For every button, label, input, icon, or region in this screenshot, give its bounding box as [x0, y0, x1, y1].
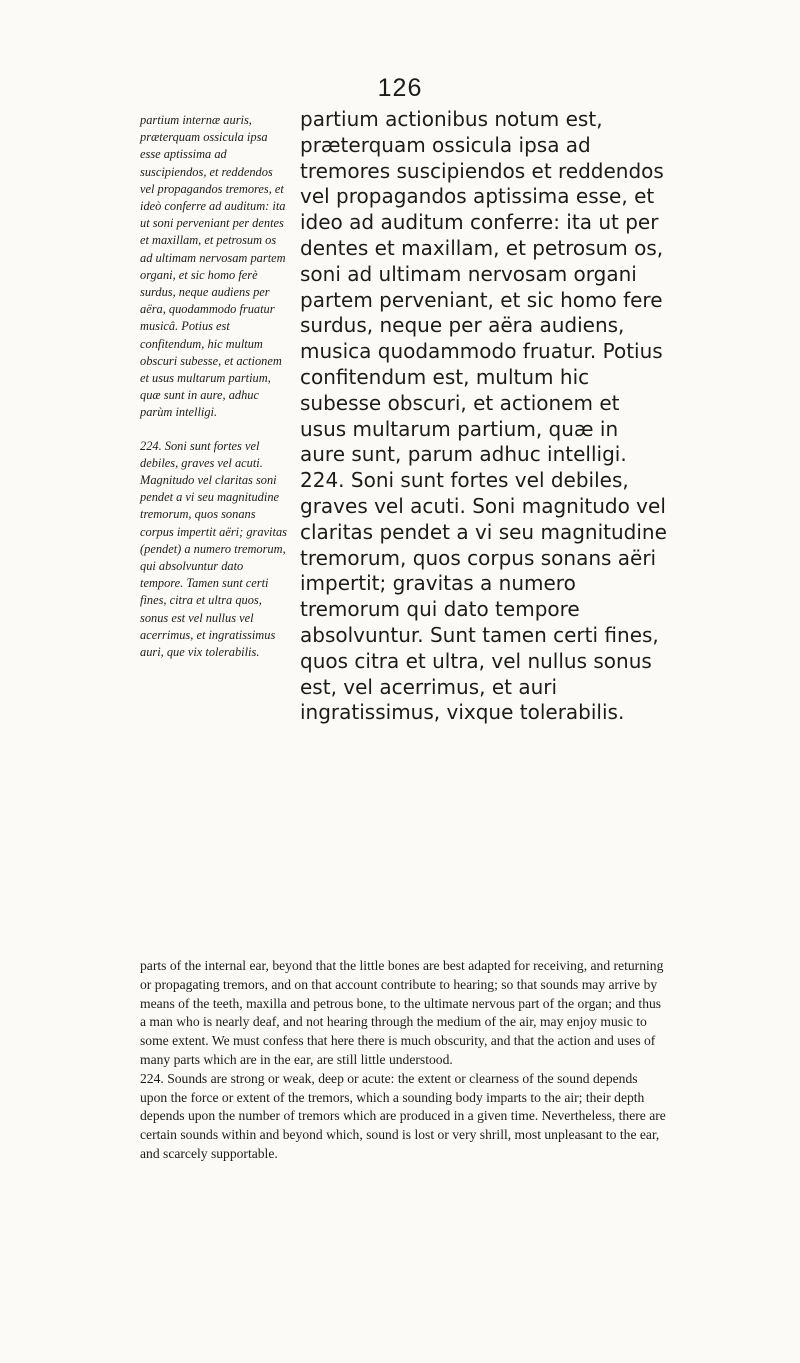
english-translation	[140, 957, 666, 1164]
latin-main-paragraph: 224. Soni sunt fortes vel debiles, graves vel acuti. Soni magnitudo vel claritas pendet a vi seu magnitudine tremorum, quos corpus sonans aëri impertit; gravitas a numero tremorum qui dato tempore absolvuntur. Sunt tamen certi fines, quos citra et ultra, vel nullus sonus est, vel acerrimus, et auri ingratissimus, vixque tolerabilis.	[300, 468, 667, 725]
translation-paragraph: parts of the internal ear, beyond that the little bones are best adapted for receiving, and returning or propagating tremors, and on that account contribute to hearing; so that sounds may arrive by means of the teeth, maxilla and petrous bone, to the ultimate nervous part of the organ; and thus a man who is nearly deaf, and not hearing through the medium of the air, may enjoy music to some extent. We must confess that here there is much obscurity, and that the action and uses of many parts which are in the ear, are still little understood.	[140, 958, 664, 1067]
latin-margin-paragraph: 224. Soni sunt fortes vel debiles, graves vel acuti. Magnitudo vel claritas soni pendet a vi seu magnitudine tremorum, quos sonans corpus impertit aëri; gravitas (pendet) a numero tremorum, qui absolvuntur dato tempore. Tamen sunt certi fines, citra et ultra quos, sonus est vel nullus vel acerrimus, et ingratissimus auri, que vix tolerabilis.	[140, 438, 287, 660]
translation-paragraph: 224. Sounds are strong or weak, deep or acute: the extent or clearness of the sound depends upon the force or extent of the tremors, which a sounding body imparts to the air; their depth depends upon the number of tremors which are produced in a given time. Nevertheless, there are certain sounds within and beyond which, sound is lost or very shrill, most unpleasant to the ear, and scarcely supportable.	[140, 1070, 666, 1161]
latin-margin-paragraph: partium internæ auris, præterquam ossicula ipsa esse aptissima ad suscipiendos, et reddendos vel propagandos tremores, et ideò conferre ad auditum: ita ut soni perveniant per dentes et maxillam, et petrosum os ad ultimam nervosam partem organi, et sic homo ferè surdus, neque audiens per aëra, quodammodo fruatur musicâ. Potius est confitendum, hic multum obscuri subesse, et actionem et usus multarum partium, quæ sunt in aure, adhuc parùm intelligi.	[140, 113, 286, 420]
page-number: 126	[377, 74, 423, 102]
latin-main-column	[300, 107, 668, 726]
latin-margin-column	[140, 112, 288, 661]
latin-main-paragraph: partium actionibus notum est, præterquam ossicula ipsa ad tremores suscipiendos et reddendos vel propagandos aptissima esse, et ideo ad auditum conferre: ita ut per dentes et maxillam, et petrosum os, soni ad ultimam nervosam organi partem perveniant, et sic homo fere surdus, neque per aëra audiens, musica quodammodo fruatur. Potius confitendum est, multum hic subesse obscuri, et actionem et usus multarum partium, quæ in aure sunt, parum adhuc intelligi.	[300, 107, 664, 467]
